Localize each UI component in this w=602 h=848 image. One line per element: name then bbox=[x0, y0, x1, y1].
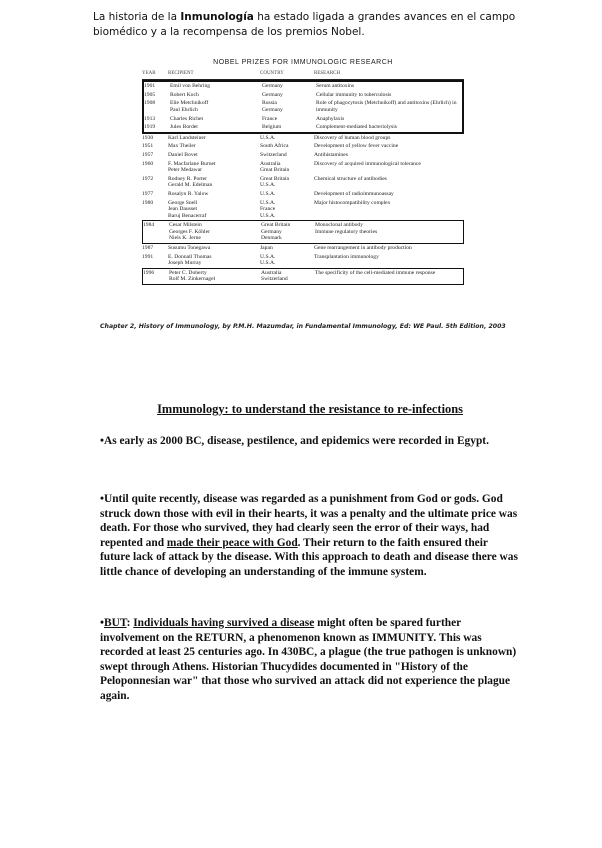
nobel-highlight-box bbox=[142, 268, 464, 285]
table-row bbox=[142, 244, 464, 253]
row-recipient: Peter C. Doherty Rolf M. Zinkernagel bbox=[169, 269, 216, 283]
row-recipient: Rodney R. Porter Gerald M. Edelman bbox=[168, 175, 213, 189]
row-recipient: E. Donnall Thomas Joseph Murray bbox=[168, 253, 212, 267]
table-row bbox=[144, 99, 462, 114]
row-country: Germany bbox=[262, 83, 283, 90]
row-year: 1930 bbox=[142, 134, 154, 141]
table-row bbox=[142, 151, 464, 160]
row-country: Russia Germany bbox=[262, 100, 283, 113]
row-year: 1987 bbox=[142, 245, 154, 252]
figure-caption: Chapter 2, History of Immunology, by P.M.H. Mazumdar, in Fundamental Immunology, Ed: WE Paul. 5th Edition, 2003 bbox=[100, 323, 506, 330]
row-country: U.S.A. France U.S.A. bbox=[260, 199, 276, 219]
row-recipient: F. Macfarlane Burnet Peter Medawar bbox=[168, 160, 216, 174]
row-research: Transplantation immunology bbox=[314, 253, 379, 260]
paragraph-3 bbox=[100, 616, 520, 704]
row-recipient: Susumu Tonegawa bbox=[168, 245, 211, 252]
section-heading: Immunology: to understand the resistance to re-infections bbox=[157, 402, 463, 416]
table-row bbox=[144, 115, 462, 124]
row-research: Complement-mediated bacteriolysis bbox=[316, 124, 397, 131]
row-country: Great Britain Germany Denmark bbox=[261, 222, 291, 242]
row-year: 1905 bbox=[144, 91, 156, 98]
nobel-prizes-table bbox=[142, 60, 464, 285]
table-row bbox=[142, 199, 464, 221]
paragraph-2 bbox=[100, 492, 520, 580]
row-country: Germany bbox=[262, 91, 283, 98]
paragraph-3-underlined: Individuals having survived a disease bbox=[133, 617, 315, 629]
row-research: Major histocompatibility complex bbox=[314, 199, 391, 206]
row-country: U.S.A. bbox=[260, 134, 276, 141]
row-recipient: Daniel Bovet bbox=[168, 151, 198, 158]
row-year: 1972 bbox=[142, 175, 154, 182]
paragraph-2-text-b: . Their return to the faith ensured their future lack of attack by the disease. With this approach to death and disease there was little chance of developing an understanding of the immune system. bbox=[100, 536, 518, 578]
row-year: 1960 bbox=[142, 160, 154, 167]
paragraph-3-but: BUT bbox=[104, 617, 127, 629]
row-research: Development of yellow fever vaccine bbox=[314, 143, 399, 150]
header-recipient: RECIPIENT bbox=[168, 70, 194, 76]
row-recipient: Karl Landsteiner bbox=[168, 134, 206, 141]
table-row bbox=[142, 160, 464, 175]
paragraph-2-text-a: •Until quite recently, disease was regarded as a punishment from God or gods. God struck down those with evil in their hearts, it was a penalty and the ultimate price was death. For those who survived, they had clearly seen the error of their ways, had repented and bbox=[100, 493, 518, 549]
row-recipient: George Snell Jean Dausset Baruj Benacerraf bbox=[168, 199, 207, 219]
row-year: 1957 bbox=[142, 151, 154, 158]
row-research: Anaphylaxis bbox=[316, 115, 345, 122]
row-research: The specificity of the cell-mediated immune response bbox=[315, 269, 436, 276]
nobel-table-body bbox=[142, 80, 464, 285]
nobel-highlight-box bbox=[142, 80, 464, 134]
row-year: 1901 bbox=[144, 83, 156, 90]
table-row bbox=[142, 134, 464, 143]
nobel-highlight-box bbox=[142, 220, 464, 244]
header-country: COUNTRY bbox=[260, 70, 284, 76]
row-year: 1919 bbox=[144, 124, 156, 131]
paragraph-3-bullet: • bbox=[100, 617, 104, 629]
intro-text bbox=[93, 10, 533, 40]
row-country: Great Britain U.S.A. bbox=[260, 175, 290, 189]
row-country: U.S.A. bbox=[260, 190, 276, 197]
row-country: Australia Great Britain bbox=[260, 160, 290, 174]
table-row bbox=[143, 221, 463, 243]
row-research: Discovery of acquired immunological tolerance bbox=[314, 160, 421, 167]
row-research: Cellular immunity to tuberculosis bbox=[316, 91, 392, 98]
row-country: Australia Switzerland bbox=[261, 269, 288, 283]
table-row bbox=[142, 190, 464, 199]
row-recipient: Emil von Behring bbox=[170, 83, 211, 90]
row-research: Monoclonal antibody Immune regulatory theories bbox=[315, 222, 378, 235]
row-research: Discovery of human blood groups bbox=[314, 134, 391, 141]
row-research: Gene rearrangement in antibody production bbox=[314, 245, 412, 252]
header-research: RESEARCH bbox=[314, 70, 341, 76]
row-year: 1991 bbox=[142, 253, 154, 260]
row-recipient: Elie Metchnikoff Paul Ehrlich bbox=[170, 100, 209, 113]
table-row bbox=[142, 253, 464, 268]
row-recipient: Max Theiler bbox=[168, 143, 196, 150]
row-country: France bbox=[262, 115, 278, 122]
row-recipient: Cesar Milstein Georges F. Köhler Niels K. Jerne bbox=[169, 222, 210, 242]
intro-part1: La historia de la bbox=[93, 11, 181, 23]
row-recipient: Jules Bordet bbox=[170, 124, 198, 131]
paragraph-1: •As early as 2000 BC, disease, pestilence, and epidemics were recorded in Egypt. bbox=[100, 435, 489, 447]
row-recipient: Rosalyn R. Yalow bbox=[168, 190, 209, 197]
row-recipient: Charles Richet bbox=[170, 115, 204, 122]
table-row bbox=[144, 123, 462, 132]
row-year: 1913 bbox=[144, 115, 156, 122]
row-year: 1908 bbox=[144, 100, 156, 107]
row-year: 1980 bbox=[142, 199, 154, 206]
row-research: Serum antitoxins bbox=[316, 83, 355, 90]
row-year: 1996 bbox=[143, 269, 155, 276]
intro-part2: ha estado ligada a grandes avances en el campo biomédico y a la recompensa de los premios Nobel. bbox=[93, 11, 516, 38]
row-country: South Africa bbox=[260, 143, 289, 150]
table-row bbox=[142, 175, 464, 190]
paragraph-2-underlined: made their peace with God bbox=[166, 536, 298, 549]
intro-bold: Inmunología bbox=[180, 11, 254, 23]
row-country: U.S.A. U.S.A. bbox=[260, 253, 276, 267]
table-row bbox=[144, 91, 462, 100]
row-research: Chemical structure of antibodies bbox=[314, 175, 387, 182]
table-row bbox=[143, 269, 463, 284]
header-year: YEAR bbox=[142, 70, 156, 76]
table-row bbox=[144, 82, 462, 91]
row-country: Japan bbox=[260, 245, 273, 252]
row-country: Switzerland bbox=[260, 151, 287, 158]
row-research: Role of phagocytosis (Metchnikoff) and antitoxins (Ehrlich) in immunity bbox=[316, 100, 457, 113]
table-row bbox=[142, 142, 464, 151]
row-year: 1977 bbox=[142, 190, 154, 197]
paragraph-3-rest: might often be spared further involvement on the RETURN, a phenomenon known as IMMUNITY. This was recorded at least 25 centuries ago. In 430BC, a plague (the true pathogen is unknown) swept through Athens. Historian Thucydides documented in "History of the Peloponnesian war" that those who survived an attack did not experience the plague again. bbox=[100, 617, 517, 702]
row-year: 1984 bbox=[143, 222, 155, 229]
row-recipient: Robert Koch bbox=[170, 91, 199, 98]
paragraph-3-colon: : bbox=[126, 617, 134, 629]
row-research: Antihistamines bbox=[314, 151, 348, 158]
nobel-table-title: NOBEL PRIZES FOR IMMUNOLOGIC RESEARCH bbox=[213, 59, 393, 66]
row-year: 1951 bbox=[142, 143, 154, 150]
row-research: Development of radioimmunoassay bbox=[314, 190, 394, 197]
nobel-table-header bbox=[142, 71, 464, 81]
row-country: Belgium bbox=[262, 124, 282, 131]
